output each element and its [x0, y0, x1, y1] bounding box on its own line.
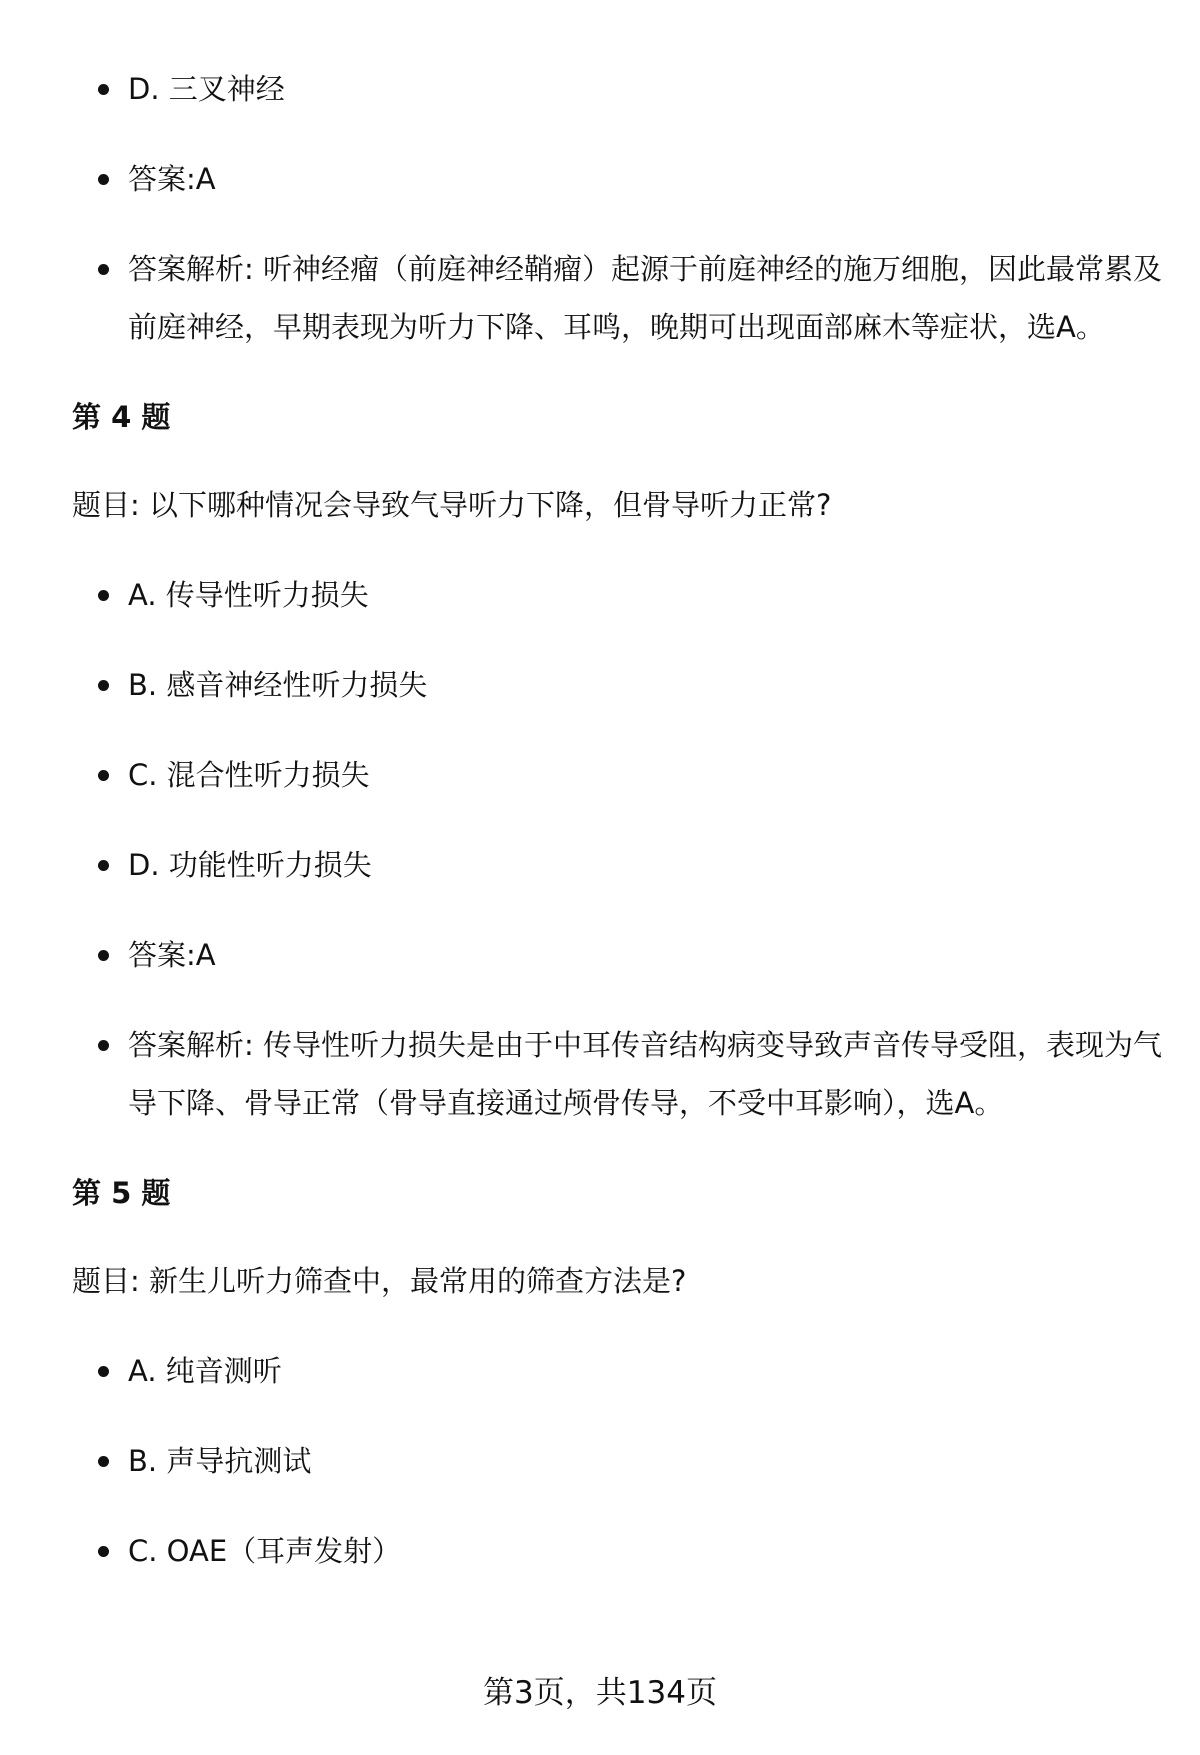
option-c: C. 混合性听力损失: [72, 746, 1162, 804]
question-5-text: 题目: 新生儿听力筛查中，最常用的筛查方法是?: [72, 1264, 687, 1298]
prev-question-items: [72, 60, 1162, 356]
option-d: D. 三叉神经: [72, 60, 1162, 118]
answer: 答案:A: [72, 150, 1162, 208]
page-number: 第3页，共134页: [483, 1675, 717, 1711]
answer-explanation: 答案解析: 听神经瘤（前庭神经鞘瘤）起源于前庭神经的施万细胞，因此最常累及前庭神经，早期表现为听力下降、耳鸣，晚期可出现面部麻木等症状，选A。: [72, 240, 1162, 356]
option-a: A. 纯音测听: [72, 1342, 1162, 1400]
answer-explanation: 答案解析: 传导性听力损失是由于中耳传音结构病变导致声音传导受阻，表现为气导下降、骨导正常（骨导直接通过颅骨传导，不受中耳影响），选A。: [72, 1016, 1162, 1132]
option-c: C. OAE（耳声发射）: [72, 1522, 1162, 1580]
answer: 答案:A: [72, 926, 1162, 984]
document-content: [72, 60, 1162, 1612]
question-5-items: [72, 1342, 1162, 1580]
question-5-heading: 第 5 题: [72, 1176, 171, 1210]
question-4-heading: 第 4 题: [72, 400, 171, 434]
option-b: B. 声导抗测试: [72, 1432, 1162, 1490]
question-4-text: 题目: 以下哪种情况会导致气导听力下降，但骨导听力正常?: [72, 488, 832, 522]
option-b: B. 感音神经性听力损失: [72, 656, 1162, 714]
question-4-items: [72, 566, 1162, 1132]
option-a: A. 传导性听力损失: [72, 566, 1162, 624]
option-d: D. 功能性听力损失: [72, 836, 1162, 894]
